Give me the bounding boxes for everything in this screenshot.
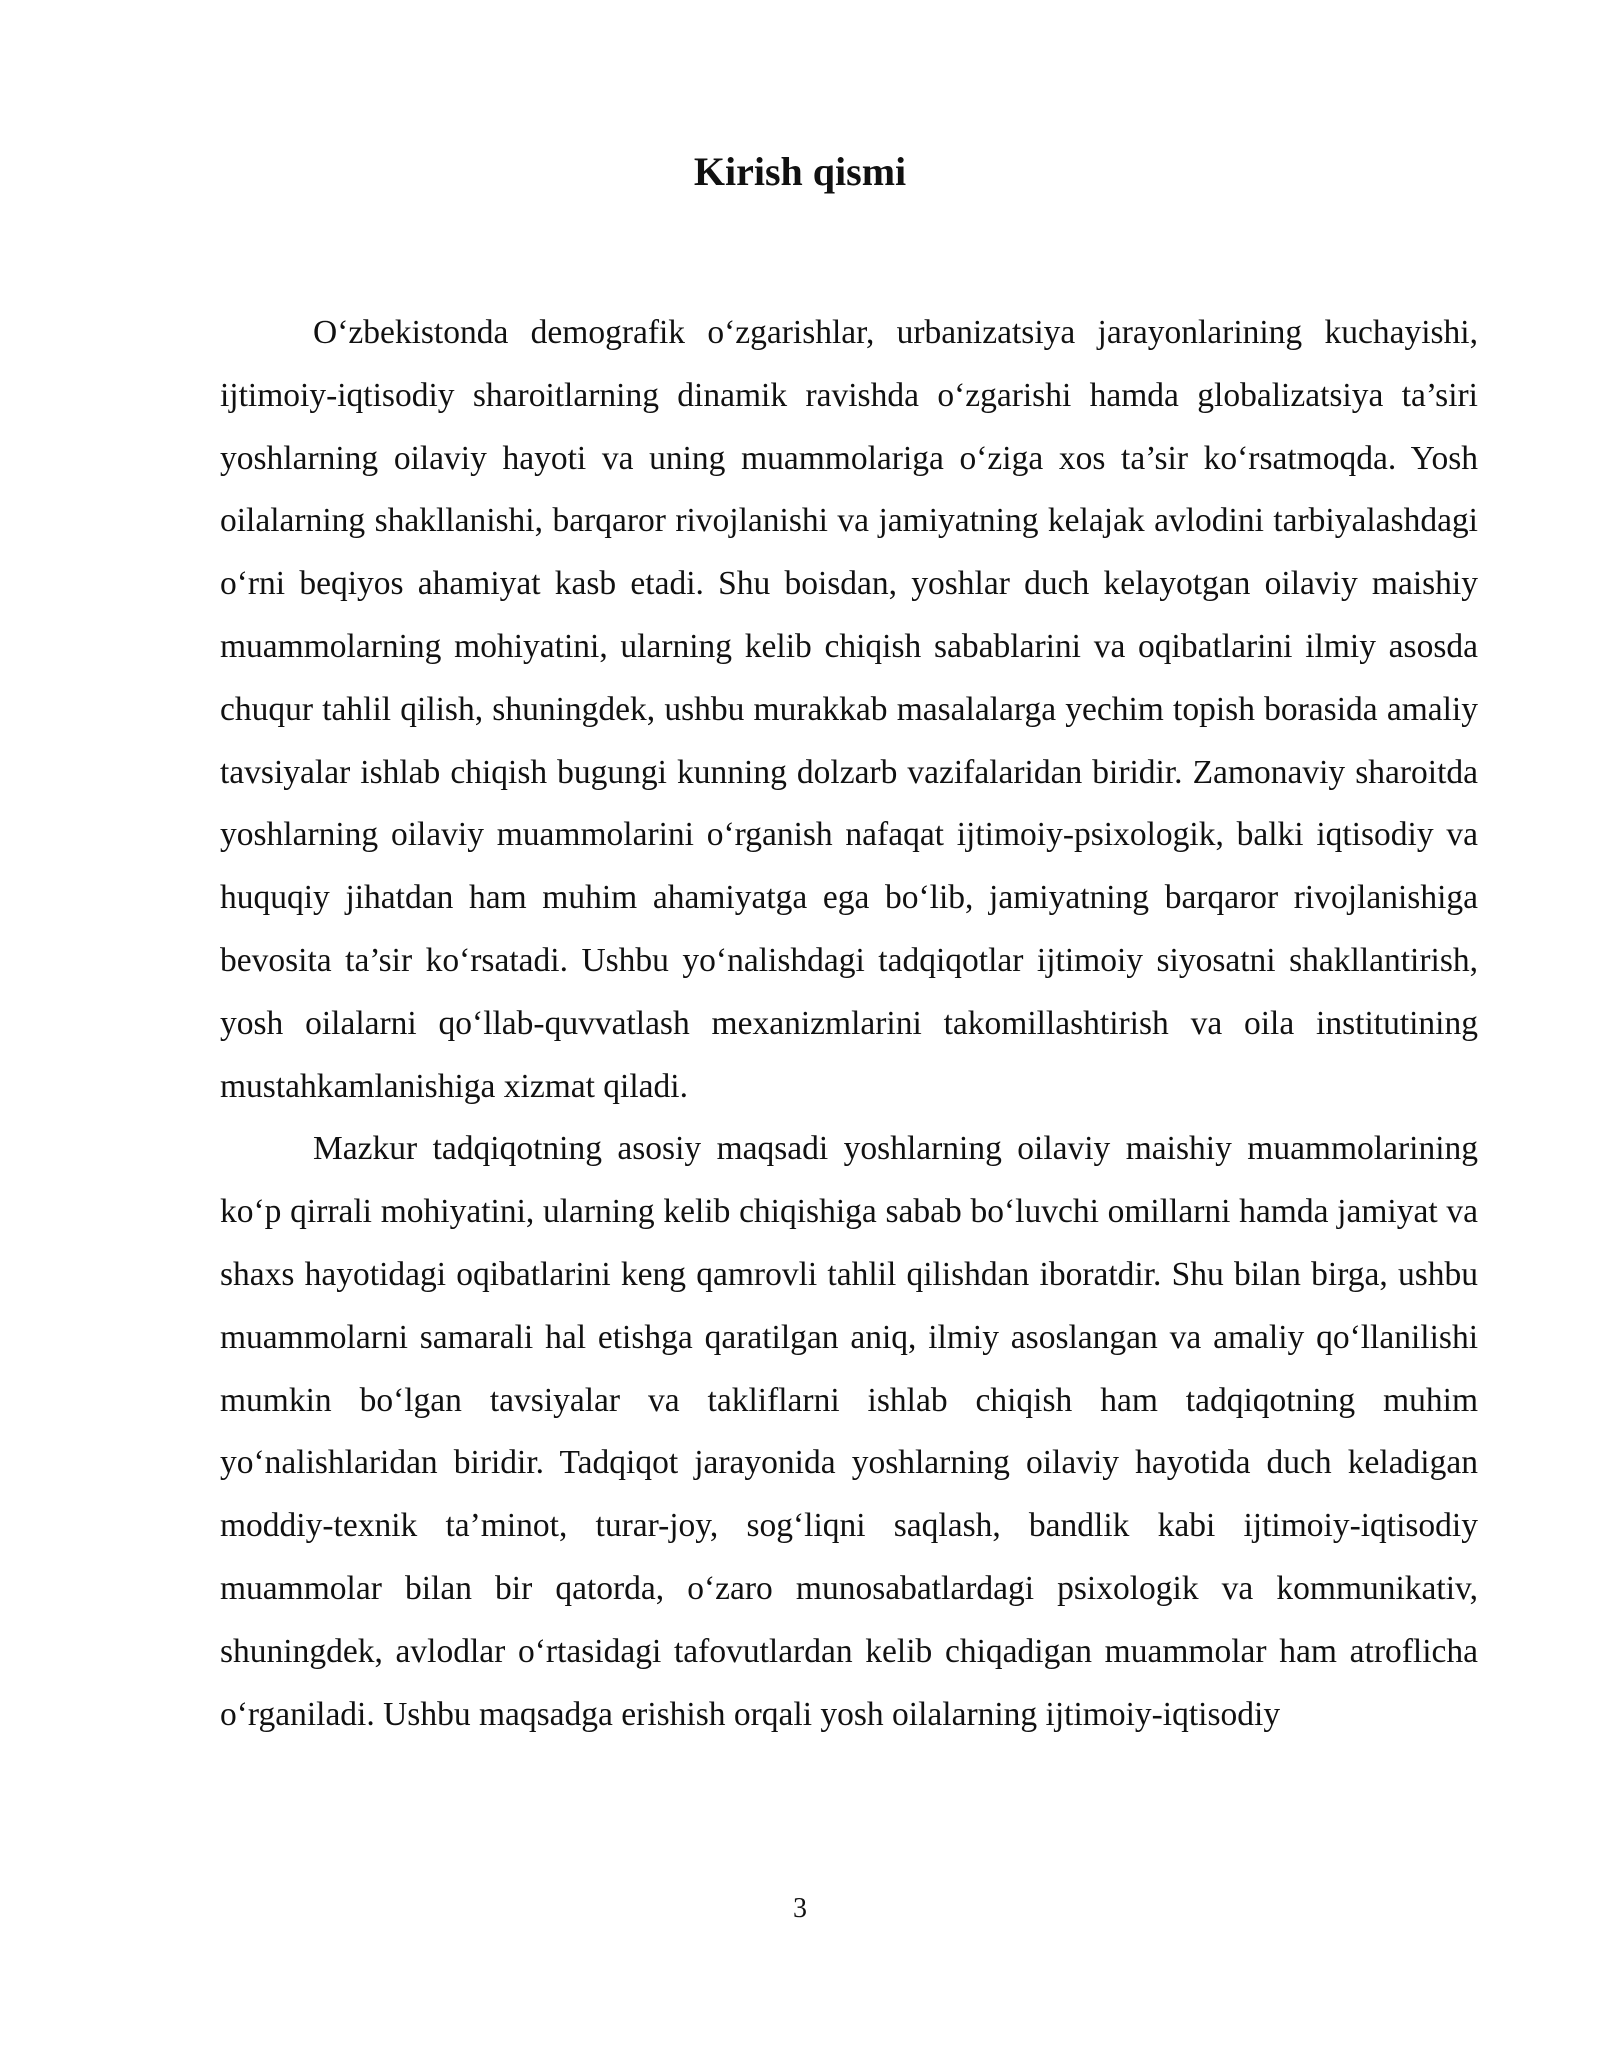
page-number: 3 — [793, 1893, 807, 1924]
paragraph-research-goal: Mazkur tadqiqotning asosiy maqsadi yoshlarning oilaviy maishiy muammolarining ko‘p qirrali mohiyatini, ularning kelib chiqishiga sabab bo‘luvchi omillarni hamda jamiyat va shaxs hayotidagi oqibatlarini keng qamrovli tahlil qilishdan iboratdir. Shu bilan birga, ushbu muammolarni samarali hal etishga qaratilgan aniq, ilmiy asoslangan va amaliy qo‘llanilishi mumkin bo‘lgan tavsiyalar va takliflarni ishlab chiqish ham tadqiqotning muhim yo‘nalishlaridan biridir. Tadqiqot jarayonida yoshlarning oilaviy hayotida duch keladigan moddiy-texnik ta’minot, turar-joy, sog‘liqni saqlash, bandlik kabi ijtimoiy-iqtisodiy muammolar bilan bir qatorda, o‘zaro munosabatlardagi psixologik va kommunikativ, shuningdek, avlodlar o‘rtasidagi tafovutlardan kelib chiqadigan muammolar ham atroflicha o‘rganiladi. Ushbu maqsadga erishish orqali yosh oilalarning ijtimoiy-iqtisodiy — [220, 1130, 1478, 1733]
paragraph-introduction: O‘zbekistonda demografik o‘zgarishlar, urbanizatsiya jarayonlarining kuchayishi, ijtimoiy-iqtisodiy sharoitlarning dinamik ravishda o‘zgarishi hamda globalizatsiya ta’siri yoshlarning oilaviy hayoti va uning muammolariga o‘ziga xos ta’sir ko‘rsatmoqda. Yosh oilalarning shakllanishi, barqaror rivojlanishi va jamiyatning kelajak avlodini tarbiyalashdagi o‘rni beqiyos ahamiyat kasb etadi. Shu boisdan, yoshlar duch kelayotgan oilaviy maishiy muammolarning mohiyatini, ularning kelib chiqish sabablarini va oqibatlarini ilmiy asosda chuqur tahlil qilish, shuningdek, ushbu murakkab masalalarga yechim topish borasida amaliy tavsiyalar ishlab chiqish bugungi kunning dolzarb vazifalaridan biridir. Zamonaviy sharoitda yoshlarning oilaviy muammolarini o‘rganish nafaqat ijtimoiy-psixologik, balki iqtisodiy va huquqiy jihatdan ham muhim ahamiyatga ega bo‘lib, jamiyatning barqaror rivojlanishiga bevosita ta’sir ko‘rsatadi. Ushbu yo‘nalishdagi tadqiqotlar ijtimoiy siyosatni shakllantirish, yosh oilalarni qo‘llab-quvvatlash mexanizmlarini takomillashtirish va oila institutining mustahkamlanishiga xizmat qiladi. — [220, 314, 1478, 1105]
body-text — [220, 302, 1478, 1746]
page-title: Kirish qismi — [693, 149, 907, 194]
